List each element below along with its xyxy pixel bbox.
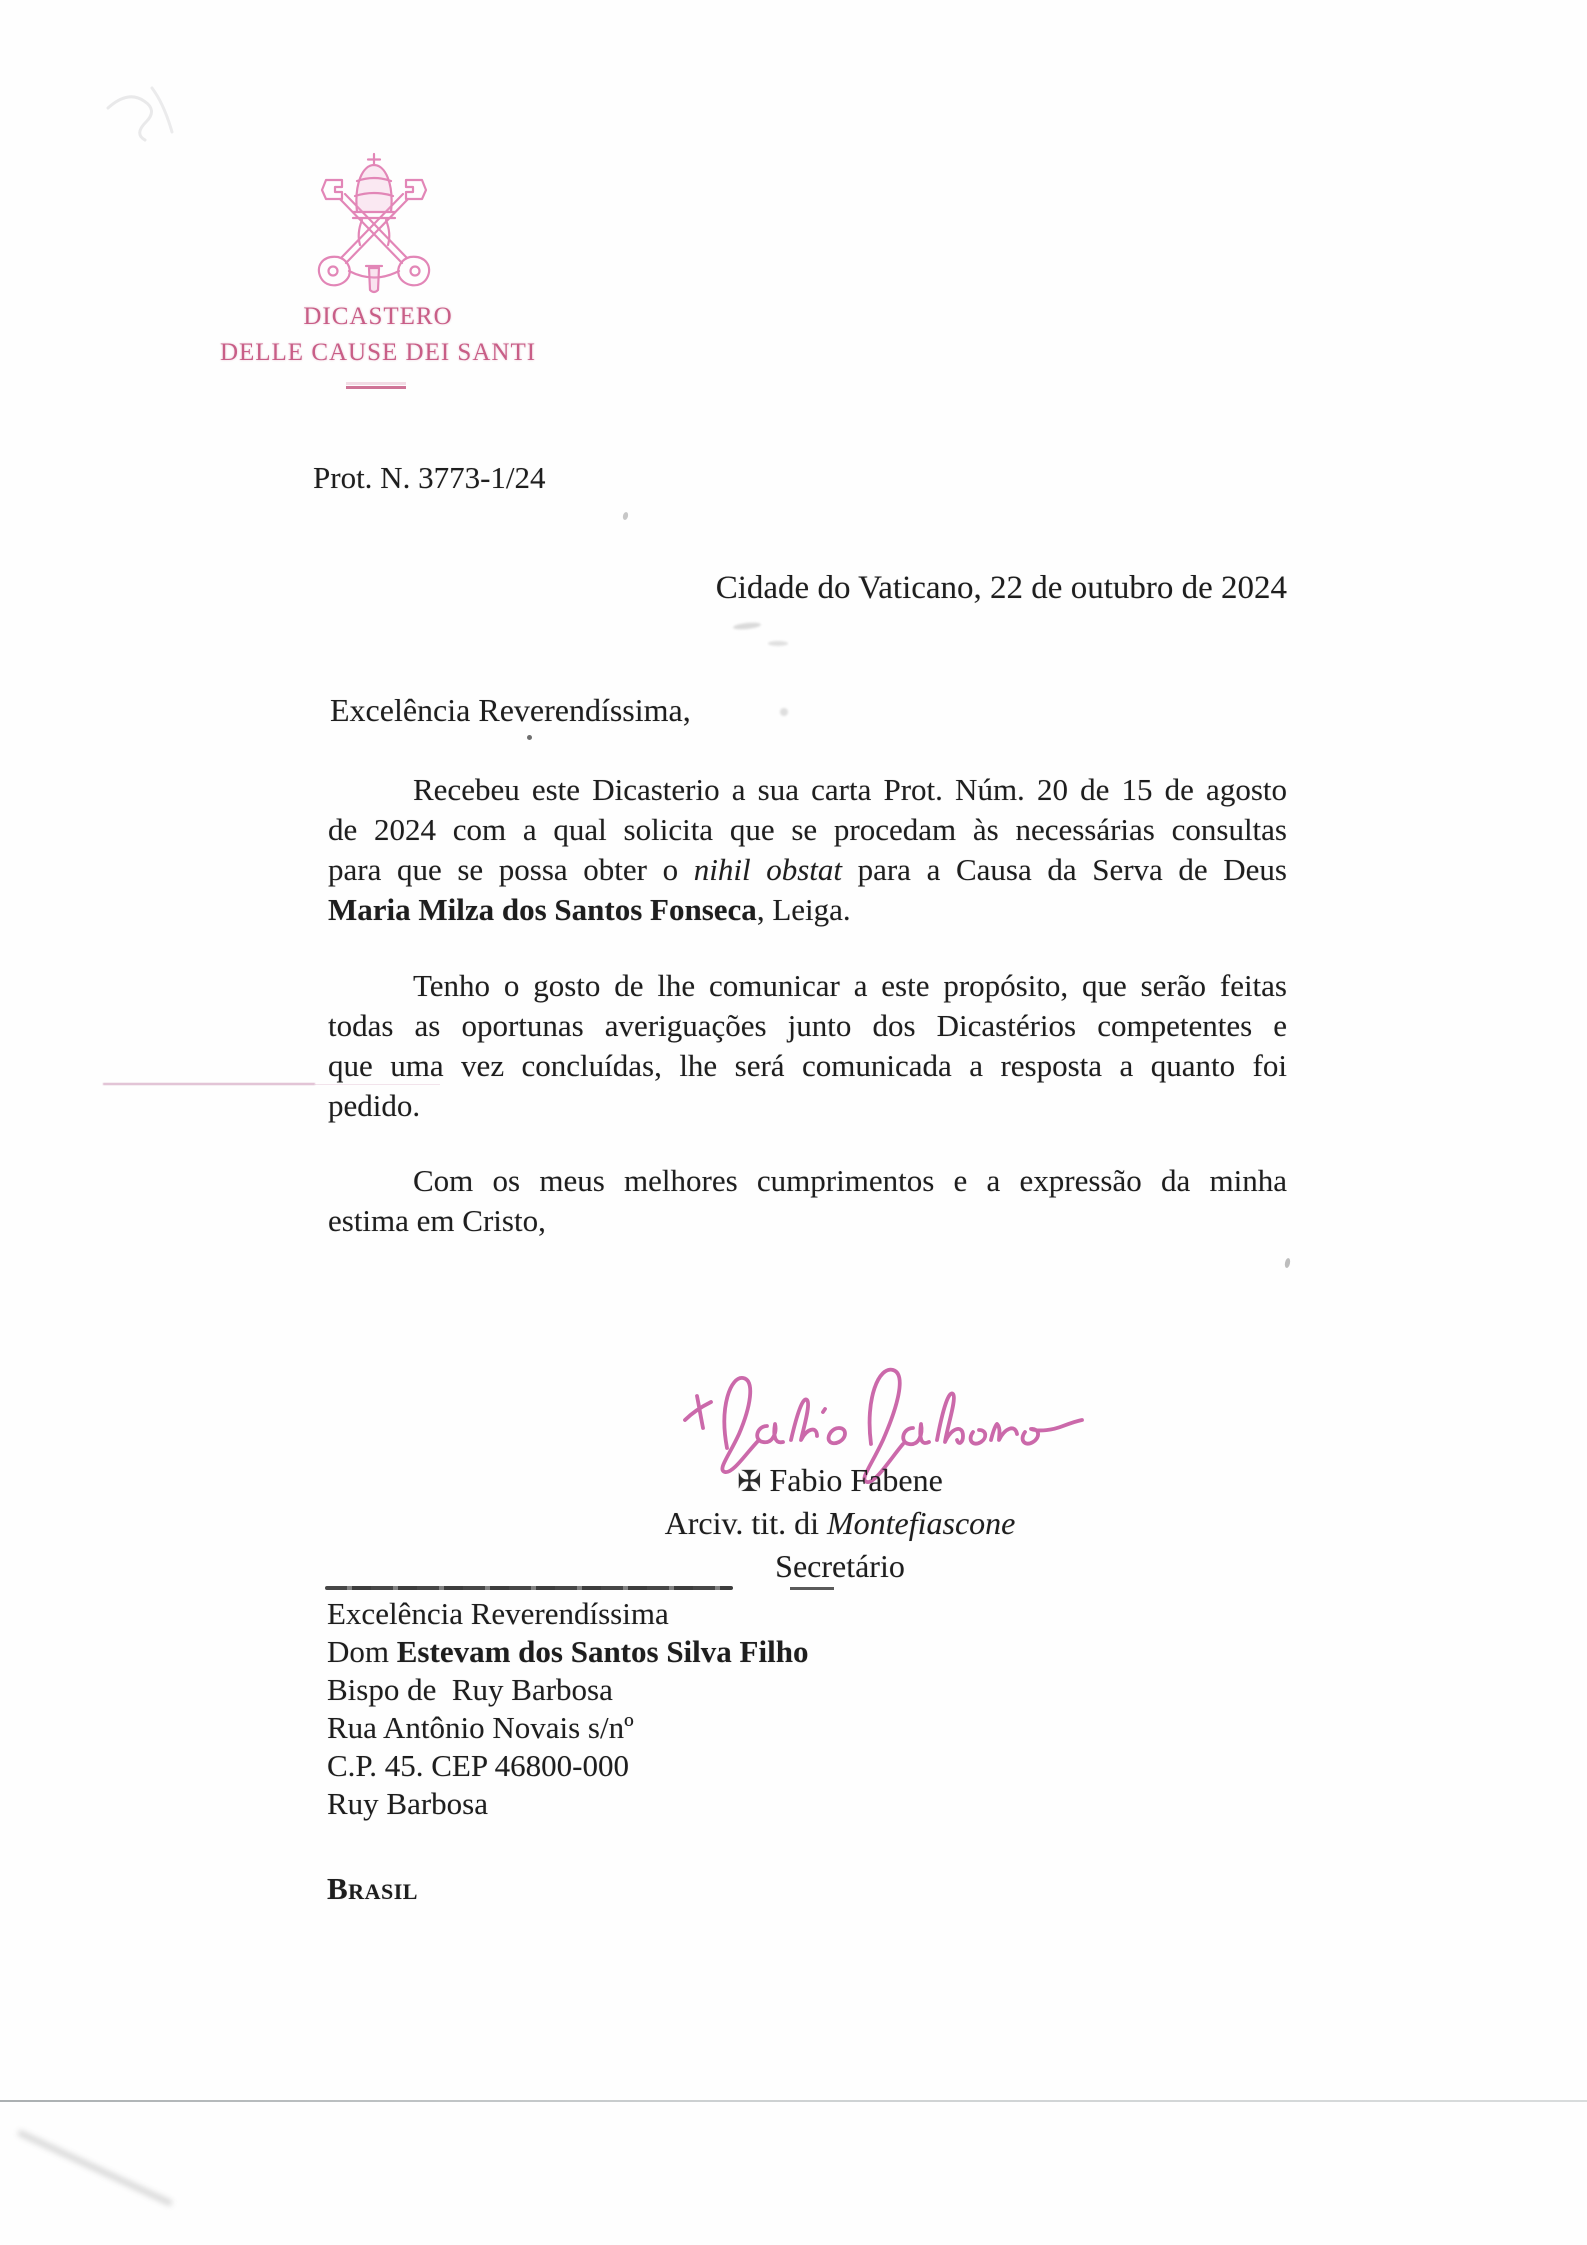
- salutation: Excelência Reverendíssima,: [330, 692, 691, 728]
- maltese-cross-icon: ✠: [737, 1464, 762, 1498]
- text-segment: C.P. 45. CEP 46800-000: [327, 1748, 630, 1783]
- text-segment: Ruy Barbosa: [327, 1786, 489, 1821]
- text-segment: pedido.: [328, 1088, 421, 1123]
- text-line: [327, 1595, 808, 1633]
- body-paragraph-3: [328, 1161, 1287, 1241]
- scan-speck: [1284, 1258, 1291, 1269]
- stray-dot: [527, 735, 532, 740]
- text-segment: Dom: [327, 1634, 397, 1669]
- text-segment: Rua Antônio Novais s/nº: [327, 1710, 634, 1745]
- text-line: [327, 1785, 808, 1823]
- scan-artifact-line: [0, 2100, 1587, 2102]
- protocol-number: Prot. N. 3773-1/24: [313, 460, 546, 495]
- text-line: [327, 1633, 808, 1671]
- text-line: [328, 890, 1287, 930]
- text-line: [328, 850, 1287, 890]
- recipient-address: [327, 1595, 808, 1823]
- text-segment: todas as oportunas averiguações junto dos Dicastérios competentes e: [328, 1008, 1287, 1043]
- text-line: [328, 1046, 1287, 1086]
- text-line: [328, 1161, 1287, 1201]
- text-segment: Estevam dos Santos Silva Filho: [396, 1634, 809, 1669]
- text-segment: Recebeu este Dicasterio a sua carta Prot. Núm. 20 de 15 de agosto: [413, 772, 1287, 807]
- text-line: [328, 1201, 1287, 1241]
- text-segment: para que se possa obter o: [328, 852, 694, 887]
- text-segment: Excelência Reverendíssima: [327, 1596, 669, 1631]
- scan-smudge: [768, 641, 788, 646]
- body-paragraph-1: [328, 770, 1287, 930]
- text-segment: Maria Milza dos Santos Fonseca: [328, 892, 757, 927]
- text-segment: , Leiga.: [756, 892, 851, 927]
- scan-artifact-line: [315, 1084, 440, 1085]
- letterhead-org-line2: DELLE CAUSE DEI SANTI: [219, 339, 537, 366]
- text-line: [327, 1747, 808, 1785]
- separator-dash: [790, 1587, 834, 1590]
- separator-line: [325, 1586, 733, 1590]
- body-paragraph-2: [328, 966, 1287, 1126]
- papal-crest-icon: [306, 150, 442, 302]
- text-segment: Com os meus melhores cumprimentos e a expressão da minha: [413, 1163, 1287, 1198]
- text-line: [327, 1671, 808, 1709]
- text-segment: Bispo de Ruy Barbosa: [327, 1672, 613, 1707]
- signer-title-line: [590, 1502, 1090, 1545]
- text-segment: nihil obstat: [693, 852, 842, 887]
- signer-name: Fabio Fabene: [761, 1462, 943, 1498]
- text-segment: Tenho o gosto de lhe comunicar a este propósito, que serão feitas: [413, 968, 1287, 1003]
- scan-speck: [622, 511, 629, 520]
- text-segment: para a Causa da Serva de Deus: [841, 852, 1287, 887]
- letterhead-org-line1: DICASTERO: [303, 303, 453, 330]
- text-line: [328, 1006, 1287, 1046]
- signer-role: Secretário: [775, 1548, 905, 1584]
- text-line: [328, 1086, 1287, 1126]
- pencil-mark-artifact: [100, 78, 210, 153]
- text-line: [327, 1709, 808, 1747]
- letterhead-rule: [346, 386, 406, 389]
- scan-streak: [17, 2129, 174, 2206]
- text-segment: de 2024 com a qual solicita que se procedam às necessárias consultas: [328, 812, 1287, 847]
- scan-smudge: [733, 622, 761, 631]
- signer-name-line: [590, 1459, 1090, 1503]
- text-segment: estima em Cristo,: [328, 1203, 546, 1238]
- dateline: Cidade do Vaticano, 22 de outubro de 2024: [715, 570, 1287, 606]
- text-line: [328, 770, 1287, 810]
- text-line: [328, 810, 1287, 850]
- text-line: [328, 966, 1287, 1006]
- signer-title-prefix: Arciv. tit. di: [664, 1505, 827, 1541]
- text-segment: que uma vez concluídas, lhe será comunicada a resposta a quanto foi: [328, 1048, 1287, 1083]
- signer-title-see: Montefiascone: [826, 1505, 1016, 1541]
- scan-speck: [780, 708, 788, 716]
- recipient-country: Brasil: [327, 1871, 418, 1906]
- scan-artifact-line: [103, 1083, 315, 1085]
